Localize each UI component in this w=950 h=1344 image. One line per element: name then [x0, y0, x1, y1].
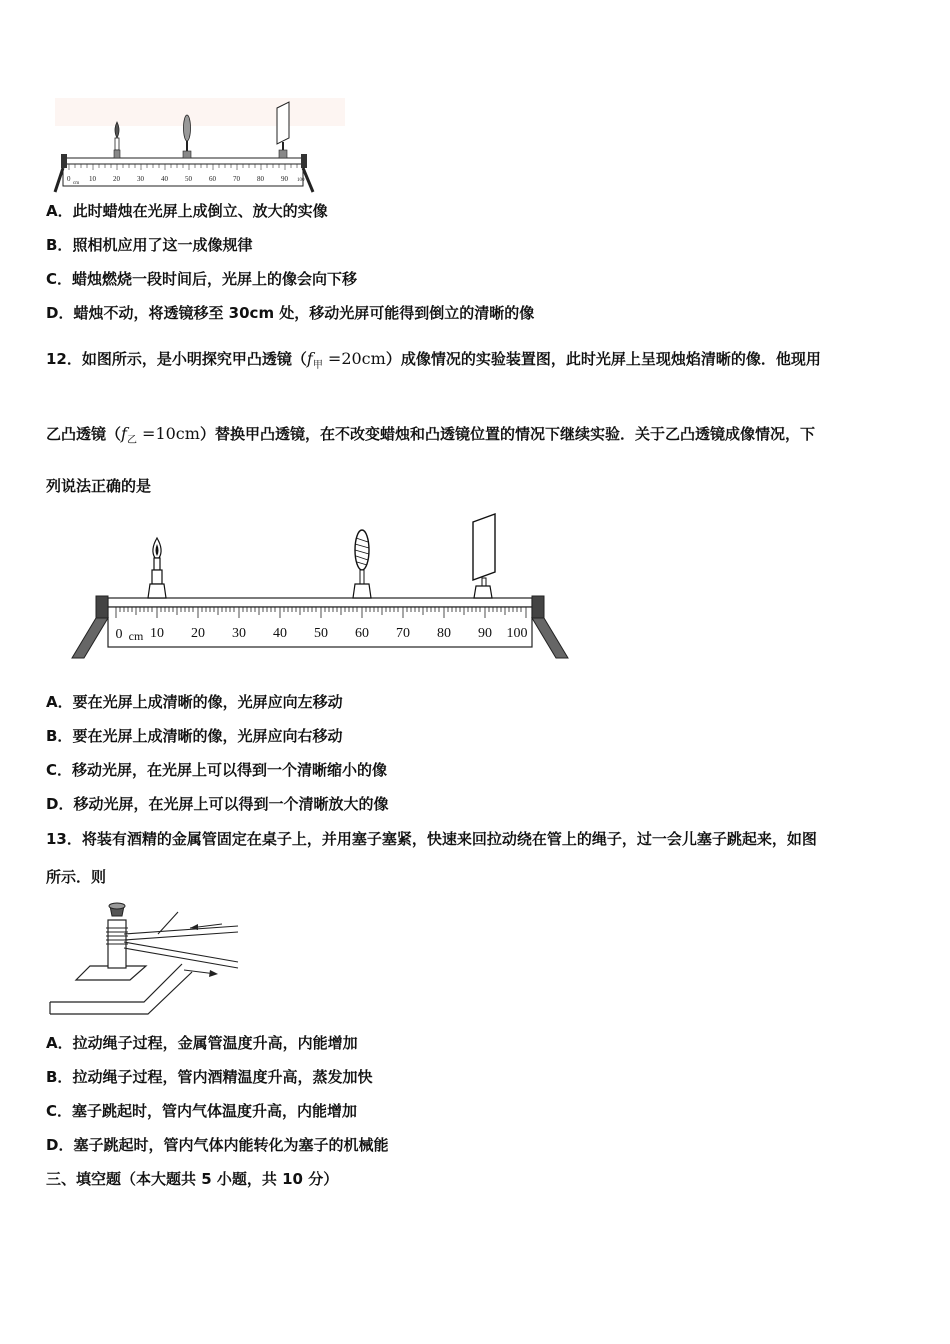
candle-icon [114, 122, 120, 158]
q13-stem-line2: 所示．则 [46, 868, 107, 886]
q12-option-b: B．要在光屏上成清晰的像，光屏应向右移动 [46, 727, 343, 745]
scale-label: cm [128, 629, 144, 643]
optical-bench-figure-small [45, 98, 350, 196]
scale-label: 60 [209, 175, 216, 183]
scale-label: 90 [478, 626, 492, 641]
metal-tube-figure [48, 898, 248, 1020]
lens-icon [353, 530, 371, 598]
scale-label: 50 [185, 175, 192, 183]
q12-stem-line2: 乙凸透镜$(f_乙 =10cm)$替换甲凸透镜，在不改变蜡烛和凸透镜位置的情况下继续实验．关于乙凸透镜成像情况，下 [46, 424, 815, 447]
q11-option-a: A．此时蜡烛在光屏上成倒立、放大的实像 [46, 202, 328, 220]
scale-label: 60 [355, 626, 369, 641]
q13-stem-line1: 13．将装有酒精的金属管固定在桌子上，并用塞子塞紧，快速来回拉动绕在管上的绳子，过一会儿塞子跳起来，如图 [46, 830, 817, 848]
focal-length-formula: $f_乙 =10cm$ [121, 424, 200, 447]
scale-label: 70 [233, 175, 240, 183]
arrow-right-icon [184, 970, 218, 977]
scale-label: 90 [281, 175, 288, 183]
scale-label: 100 [506, 626, 528, 641]
scale-label: 30 [137, 175, 144, 183]
scale-label: 10 [150, 626, 164, 641]
screen-icon [277, 102, 289, 158]
scale-label: 40 [161, 175, 168, 183]
section-heading: 三、填空题（本大题共 5 小题，共 10 分） [46, 1170, 339, 1188]
scale-label: 20 [191, 626, 205, 641]
optical-bench-figure [70, 510, 570, 660]
scale-label: cm [73, 181, 80, 186]
scale-label: 20 [113, 175, 120, 183]
scale-label: 30 [232, 626, 246, 641]
q12-option-d: D．移动光屏，在光屏上可以得到一个清晰放大的像 [46, 795, 389, 813]
stopper-icon [109, 903, 125, 916]
q13-option-a: A．拉动绳子过程，金属管温度升高，内能增加 [46, 1034, 358, 1052]
q12-stem-line3: 列说法正确的是 [46, 477, 152, 495]
q12-option-a: A．要在光屏上成清晰的像，光屏应向左移动 [46, 693, 343, 711]
q13-option-c: C．塞子跳起时，管内气体温度升高，内能增加 [46, 1102, 358, 1120]
scale-label: 0 [67, 175, 71, 183]
focal-length-formula: $f_甲 =20cm$ [306, 349, 386, 372]
q11-option-d: D．蜡烛不动，将透镜移至 30cm 处，移动光屏可能得到倒立的清晰的像 [46, 304, 535, 322]
screen-icon [473, 514, 495, 598]
q11-option-c: C．蜡烛燃烧一段时间后，光屏上的像会向下移 [46, 270, 358, 288]
scale-label: 70 [396, 626, 410, 641]
scale-label: 80 [437, 626, 451, 641]
scale-label: 10 [89, 175, 96, 183]
scale-label: 50 [314, 626, 328, 641]
scale-label: 0 [115, 627, 123, 642]
q12-stem-line1: 12．如图所示，是小明探究甲凸透镜$(f_甲 =20cm)$成像情况的实验装置图，此时光屏上呈现烛焰清晰的像．他现用 [46, 349, 821, 372]
q12-option-c: C．移动光屏，在光屏上可以得到一个清晰缩小的像 [46, 761, 388, 779]
candle-icon [148, 538, 166, 598]
q11-option-b: B．照相机应用了这一成像规律 [46, 236, 253, 254]
scale-label: 100 [297, 178, 305, 183]
q13-option-b: B．拉动绳子过程，管内酒精温度升高，蒸发加快 [46, 1068, 373, 1086]
lens-icon [183, 115, 191, 158]
scale-label: 80 [257, 175, 264, 183]
scale-label: 40 [273, 626, 287, 641]
q13-option-d: D．塞子跳起时，管内气体内能转化为塞子的机械能 [46, 1136, 389, 1154]
